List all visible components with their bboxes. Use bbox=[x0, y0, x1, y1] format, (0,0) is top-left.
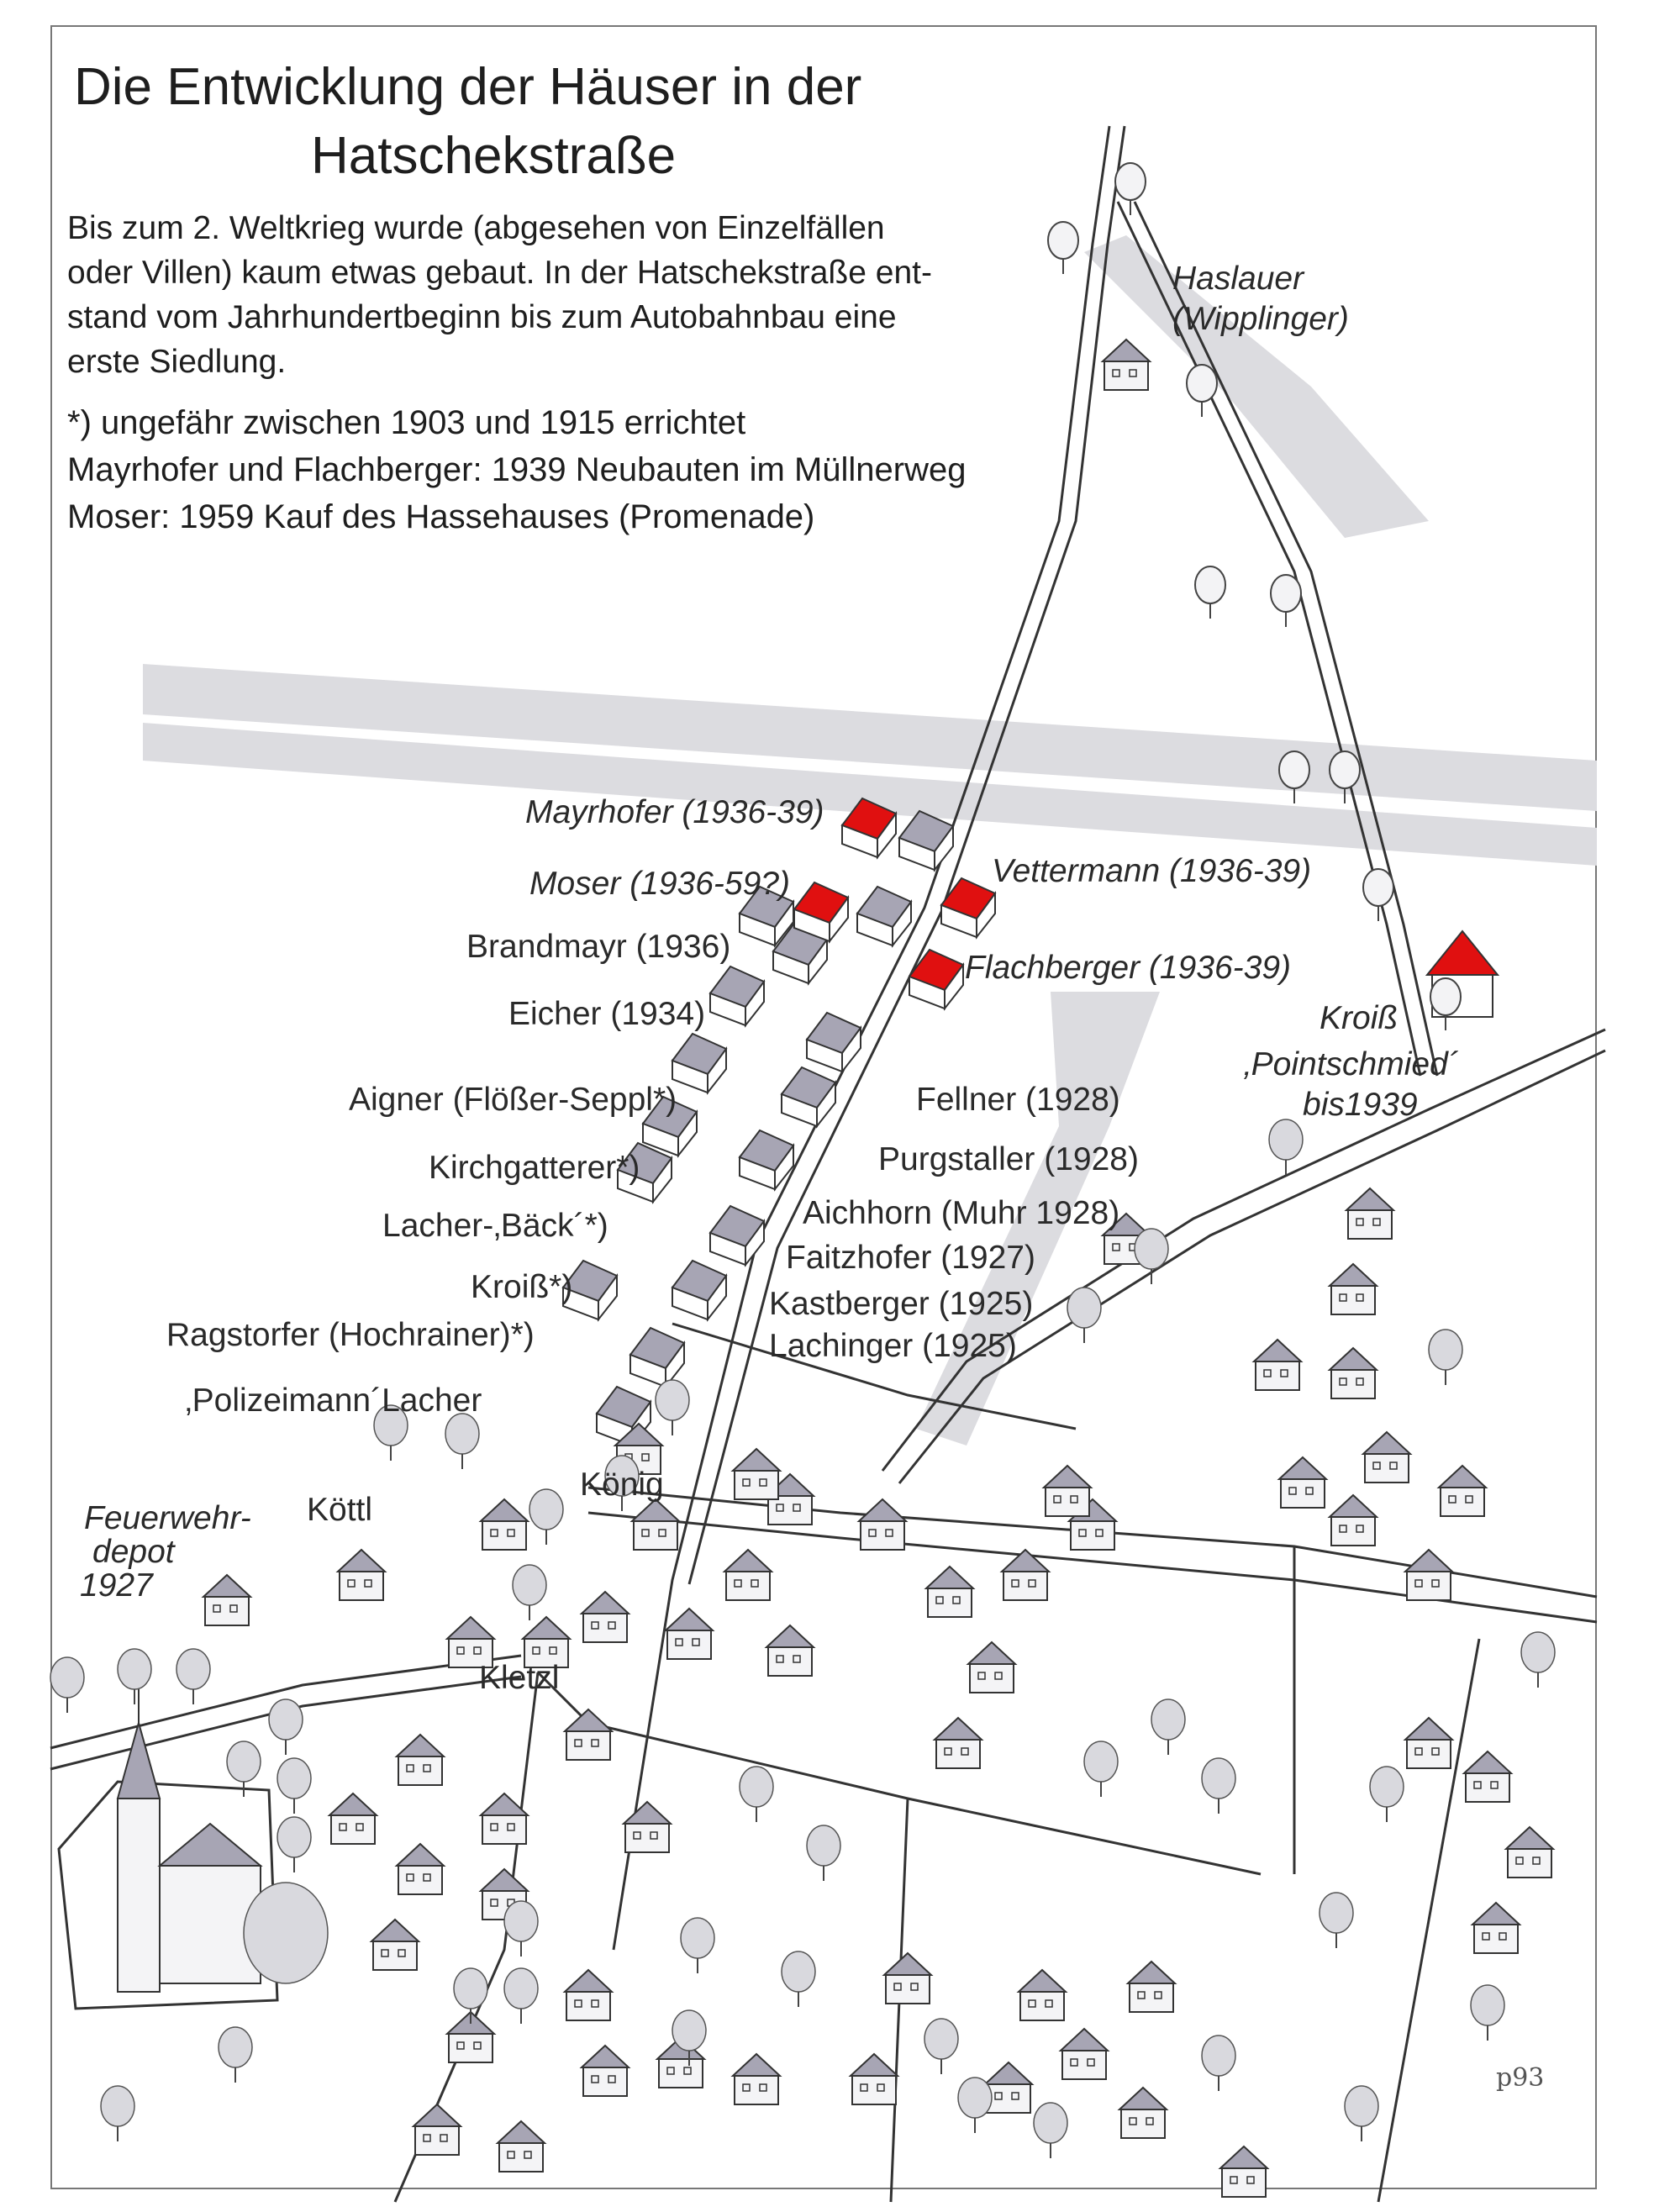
note-line: *) ungefähr zwischen 1903 und 1915 errichtet bbox=[67, 404, 746, 441]
label-koettl: Köttl bbox=[307, 1492, 373, 1528]
label-feuerwehrdepot-2: depot bbox=[92, 1534, 175, 1570]
label-vettermann: Vettermann (1936-39) bbox=[992, 853, 1312, 889]
intro-line: oder Villen) kaum etwas gebaut. In der Hatschekstraße ent- bbox=[67, 255, 932, 291]
label-kroiss-pointschmied: Kroiß bbox=[1320, 1000, 1399, 1036]
label-mayrhofer: Mayrhofer (1936-39) bbox=[525, 794, 824, 830]
label-faitzhofer: Faitzhofer (1927) bbox=[786, 1240, 1035, 1276]
label-brandmayr: Brandmayr (1936) bbox=[466, 929, 731, 965]
label-kirchgatterer: Kirchgatterer*) bbox=[429, 1150, 640, 1186]
label-moser: Moser (1936-59?) bbox=[529, 866, 790, 902]
label-haslauer-sub: (Wipplinger) bbox=[1172, 301, 1349, 337]
artist-signature: p93 bbox=[1496, 2063, 1545, 2093]
label-purgstaller: Purgstaller (1928) bbox=[878, 1141, 1139, 1177]
label-aichhorn: Aichhorn (Muhr 1928) bbox=[803, 1195, 1120, 1231]
intro-text bbox=[67, 206, 1076, 384]
label-ragstorfer: Ragstorfer (Hochrainer)*) bbox=[166, 1317, 535, 1353]
intro-line: erste Siedlung. bbox=[67, 344, 287, 380]
label-kletzl: Kletzl bbox=[479, 1660, 560, 1696]
page-title: Die Entwicklung der Häuser in der bbox=[74, 58, 862, 116]
label-eicher: Eicher (1934) bbox=[508, 996, 706, 1032]
label-lachinger: Lachinger (1925) bbox=[769, 1328, 1017, 1364]
label-koenig: König bbox=[580, 1467, 664, 1503]
label-kastberger: Kastberger (1925) bbox=[769, 1286, 1034, 1322]
label-kroiss-pointschmied-2: ‚Pointschmied´ bbox=[1244, 1046, 1459, 1082]
label-feuerwehrdepot: Feuerwehr- bbox=[84, 1500, 251, 1536]
note-line: Moser: 1959 Kauf des Hassehauses (Promenade) bbox=[67, 498, 815, 535]
label-flachberger: Flachberger (1936-39) bbox=[965, 950, 1292, 986]
label-haslauer: Haslauer bbox=[1172, 261, 1304, 297]
label-polizeimann-lacher: ‚Polizeimann´Lacher bbox=[185, 1382, 482, 1419]
label-feuerwehrdepot-3: 1927 bbox=[80, 1567, 153, 1604]
label-kroiss-pointschmied-3: bis1939 bbox=[1303, 1087, 1418, 1123]
label-fellner: Fellner (1928) bbox=[916, 1082, 1120, 1118]
label-lacher-baeck: Lacher-‚Bäck´*) bbox=[382, 1208, 608, 1244]
intro-line: Bis zum 2. Weltkrieg wurde (abgesehen von Einzelfällen bbox=[67, 210, 885, 246]
notes-text bbox=[67, 399, 966, 540]
note-line: Mayrhofer und Flachberger: 1939 Neubauten im Müllnerweg bbox=[67, 451, 967, 488]
page-title-line2: Hatschekstraße bbox=[311, 127, 677, 185]
label-aigner: Aigner (Flößer-Seppl*) bbox=[349, 1082, 677, 1118]
label-kroiss: Kroiß*) bbox=[471, 1269, 573, 1305]
intro-line: stand vom Jahrhundertbeginn bis zum Autobahnbau eine bbox=[67, 299, 897, 335]
